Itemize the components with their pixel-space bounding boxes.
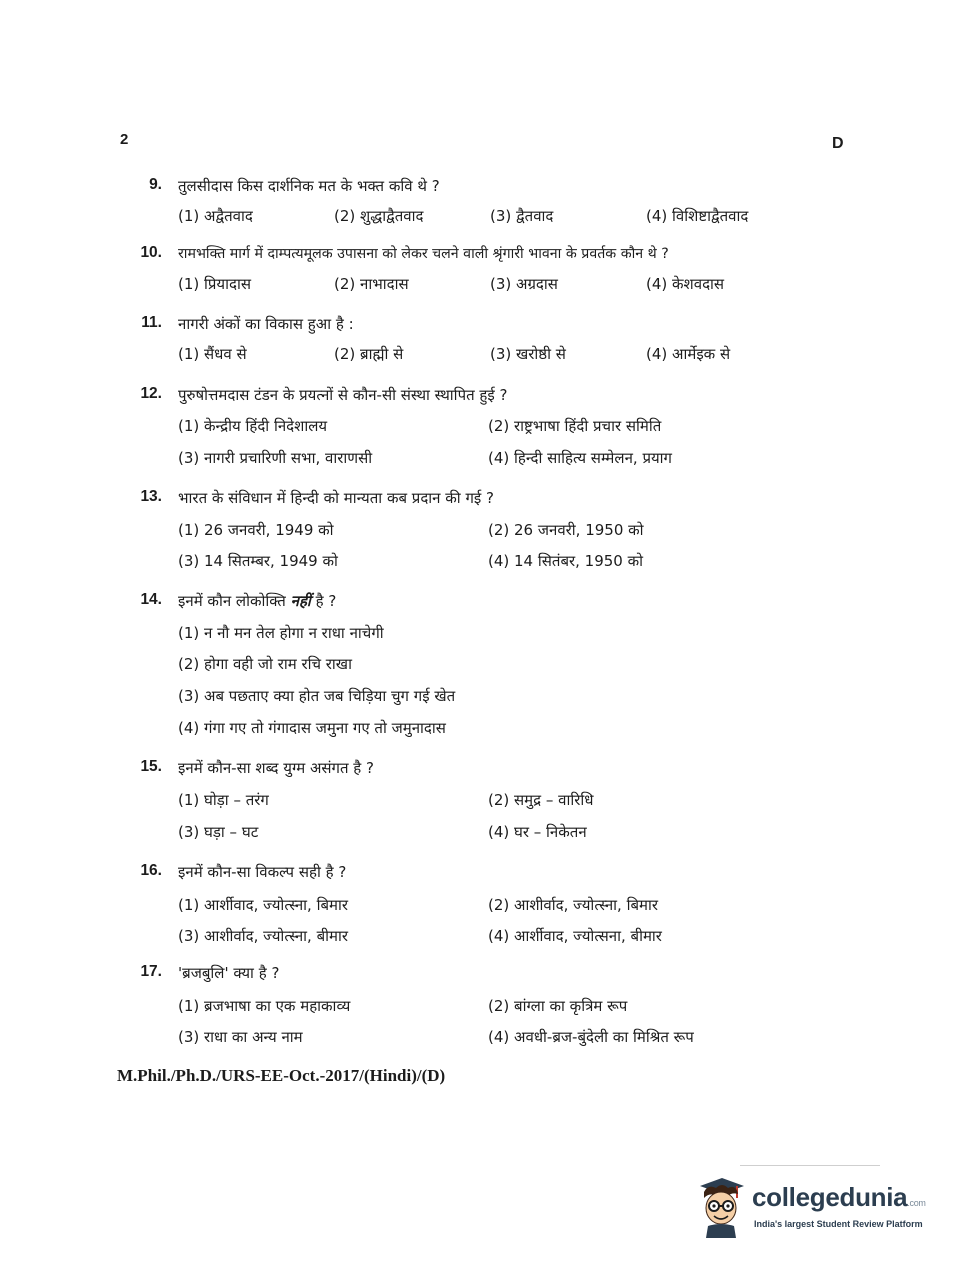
question-number: 15. xyxy=(140,758,162,775)
option-2: (2) आशीर्वाद, ज्योत्स्ना, बिमार xyxy=(488,896,659,914)
option-3: (3) खरोष्ठी से xyxy=(490,345,566,363)
option-4: (4) 14 सितंबर, 1950 को xyxy=(488,552,644,570)
set-code: D xyxy=(832,135,844,152)
option-1: (1) न नौ मन तेल होगा न राधा नाचेगी xyxy=(178,624,384,642)
logo-wordmark: collegedunia.com xyxy=(752,1182,926,1212)
option-4: (4) आर्मेइक से xyxy=(646,345,731,363)
question-text: पुरुषोत्तमदास टंडन के प्रयत्नों से कौन-सी संस्था स्थापित हुई ? xyxy=(178,386,508,404)
option-4: (4) हिन्दी साहित्य सम्मेलन, प्रयाग xyxy=(488,449,673,467)
question-text: नागरी अंकों का विकास हुआ है : xyxy=(178,315,354,333)
mascot-icon xyxy=(692,1172,750,1240)
option-4: (4) आर्शीवाद, ज्योत्सना, बीमार xyxy=(488,927,662,945)
option-3: (3) अब पछताए क्या होत जब चिड़िया चुग गई खेत xyxy=(178,687,456,705)
option-3: (3) घड़ा – घट xyxy=(178,823,259,841)
option-3: (3) नागरी प्रचारिणी सभा, वाराणसी xyxy=(178,449,373,467)
option-3: (3) 14 सितम्बर, 1949 को xyxy=(178,552,338,570)
option-4: (4) अवधी-ब्रज-बुंदेली का मिश्रित रूप xyxy=(488,1028,694,1046)
option-4: (4) घर – निकेतन xyxy=(488,823,587,841)
logo-tagline: India's largest Student Review Platform xyxy=(754,1219,923,1229)
question-number: 14. xyxy=(140,591,162,608)
collegedunia-logo[interactable] xyxy=(692,1172,932,1244)
option-4: (4) गंगा गए तो गंगादास जमुना गए तो जमुनादास xyxy=(178,719,446,737)
option-4: (4) केशवदास xyxy=(646,275,725,293)
option-1: (1) 26 जनवरी, 1949 को xyxy=(178,521,334,539)
question-number: 11. xyxy=(141,314,162,331)
option-1: (1) सैंधव से xyxy=(178,345,247,363)
option-2: (2) होगा वही जो राम रचि राखा xyxy=(178,655,352,673)
question-text: भारत के संविधान में हिन्दी को मान्यता कब प्रदान की गई ? xyxy=(178,489,494,507)
option-1: (1) घोड़ा – तरंग xyxy=(178,791,269,809)
option-1: (1) प्रियादास xyxy=(178,275,252,293)
option-1: (1) केन्द्रीय हिंदी निदेशालय xyxy=(178,417,328,435)
question-text: इनमें कौन लोकोक्ति नहीं है ? xyxy=(178,592,337,610)
option-3: (3) द्वैतवाद xyxy=(490,207,554,225)
question-number: 13. xyxy=(140,488,162,505)
option-2: (2) ब्राह्मी से xyxy=(334,345,404,363)
emphasis-word: नहीं xyxy=(290,592,311,610)
option-3: (3) अग्रदास xyxy=(490,275,558,293)
question-number: 9. xyxy=(149,176,162,193)
option-3: (3) राधा का अन्य नाम xyxy=(178,1028,303,1046)
question-number: 10. xyxy=(140,244,162,261)
option-1: (1) अद्वैतवाद xyxy=(178,207,253,225)
option-2: (2) शुद्धाद्वैतवाद xyxy=(334,207,424,225)
option-2: (2) राष्ट्रभाषा हिंदी प्रचार समिति xyxy=(488,417,662,435)
question-text: इनमें कौन-सा शब्द युग्म असंगत है ? xyxy=(178,759,375,777)
option-3: (3) आशीर्वाद, ज्योत्स्ना, बीमार xyxy=(178,927,349,945)
option-2: (2) बांग्ला का कृत्रिम रूप xyxy=(488,997,628,1015)
option-1: (1) आर्शीवाद, ज्योत्स्ना, बिमार xyxy=(178,896,349,914)
paper-code: M.Phil./Ph.D./URS-EE-Oct.-2017/(Hindi)/(D) xyxy=(117,1066,446,1085)
question-number: 17. xyxy=(140,963,162,980)
option-2: (2) 26 जनवरी, 1950 को xyxy=(488,521,644,539)
question-number: 12. xyxy=(140,385,162,402)
option-2: (2) नाभादास xyxy=(334,275,409,293)
option-1: (1) ब्रजभाषा का एक महाकाव्य xyxy=(178,997,351,1015)
page-number: 2 xyxy=(120,131,129,148)
question-number: 16. xyxy=(140,862,162,879)
question-text: रामभक्ति मार्ग में दाम्पत्यमूलक उपासना को लेकर चलने वाली श्रृंगारी भावना के प्रवर्तक कौन थे ? xyxy=(178,246,669,262)
question-text: तुलसीदास किस दार्शनिक मत के भक्त कवि थे ? xyxy=(178,177,440,195)
question-text: 'ब्रजबुलि' क्या है ? xyxy=(178,964,280,982)
question-text: इनमें कौन-सा विकल्प सही है ? xyxy=(178,863,347,881)
divider xyxy=(740,1165,880,1166)
option-4: (4) विशिष्टाद्वैतवाद xyxy=(646,207,749,225)
option-2: (2) समुद्र – वारिधि xyxy=(488,791,594,809)
